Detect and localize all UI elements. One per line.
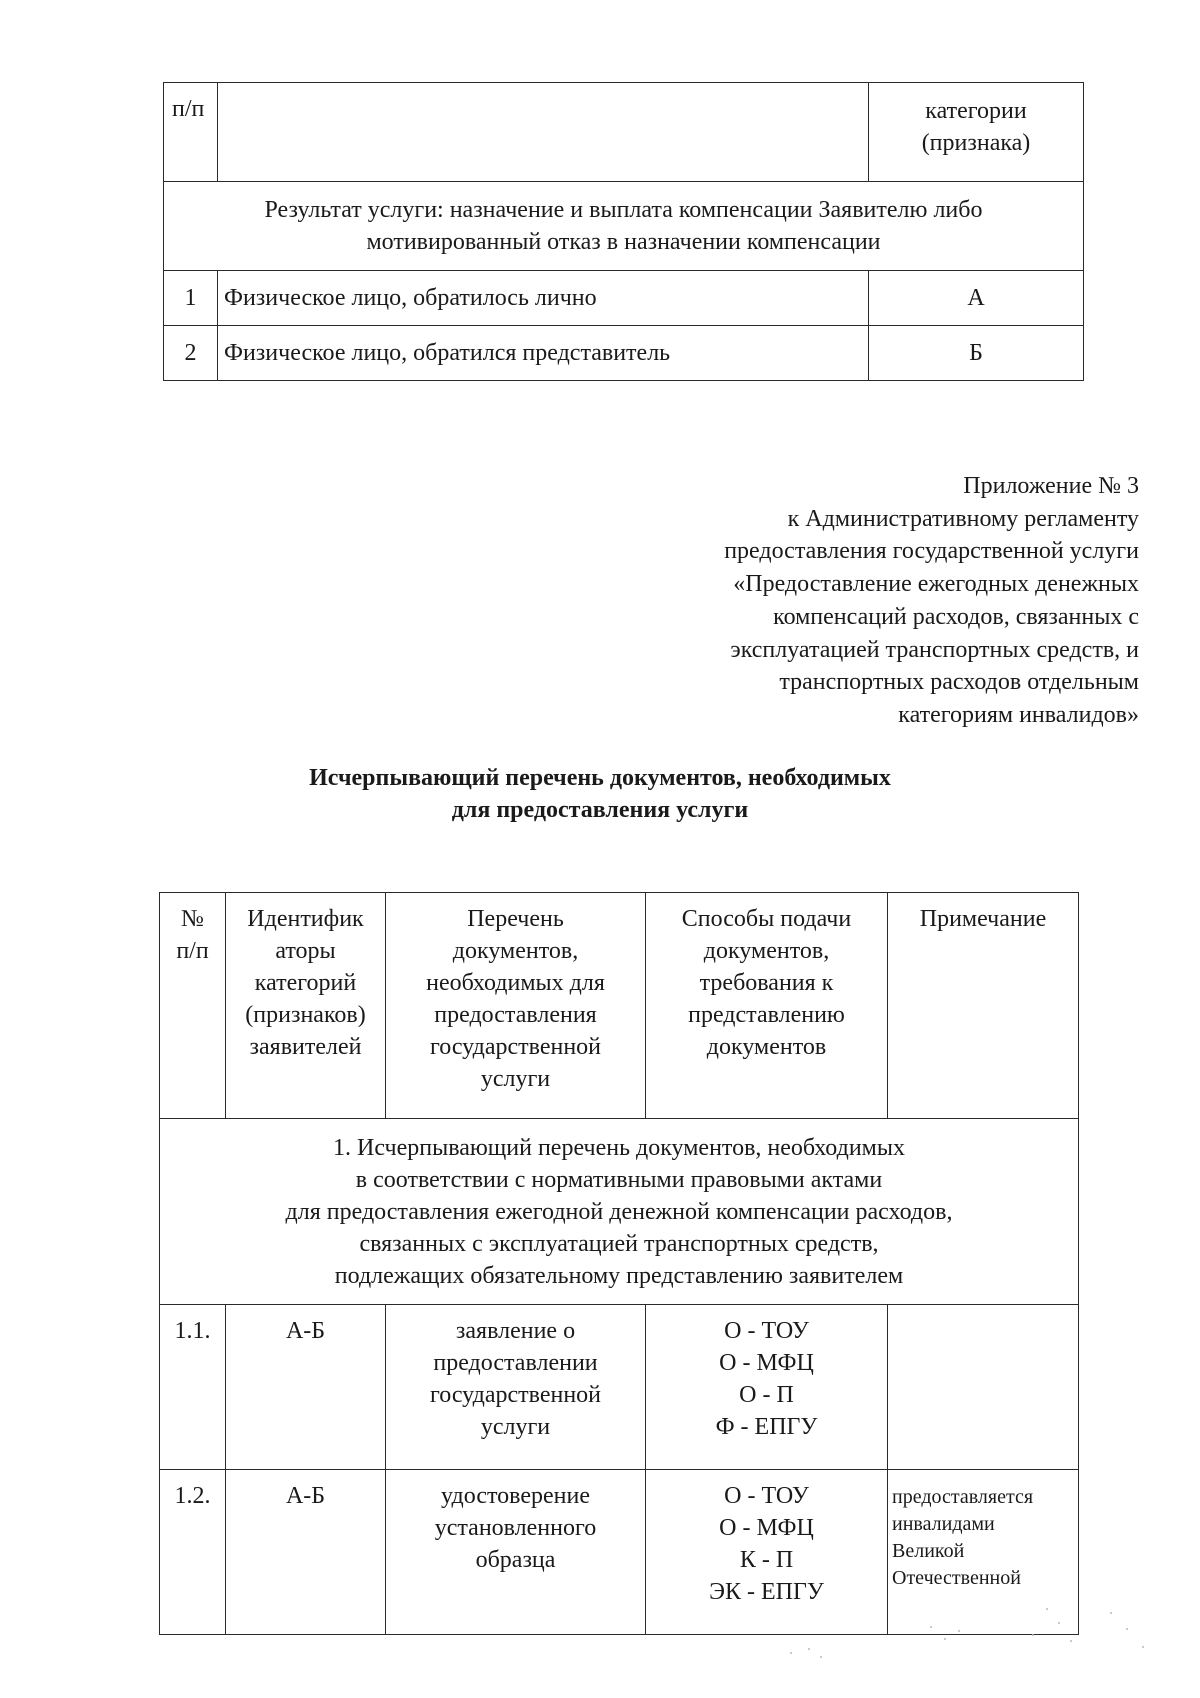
header-line: документов, xyxy=(452,938,579,964)
header-line: государственной xyxy=(429,1034,602,1060)
header-documents-cell xyxy=(386,893,646,1119)
table-row xyxy=(164,326,1084,381)
row-methods xyxy=(646,1305,888,1470)
document-line: услуги xyxy=(480,1414,551,1440)
category-table xyxy=(163,82,1084,381)
header-number-label: п/п xyxy=(172,96,205,122)
header-line: представлению xyxy=(688,1002,845,1028)
header-line: предоставления xyxy=(434,1002,597,1028)
section-line: для предоставления ежегодной денежной компенсации расходов, xyxy=(285,1198,953,1225)
note-line: Отечественной xyxy=(892,1567,1021,1589)
document-line: установленного xyxy=(434,1515,597,1541)
method-line: О - ТОУ xyxy=(724,1483,809,1509)
row-category: Б xyxy=(869,326,1084,381)
section-line: связанных с эксплуатацией транспортных средств, xyxy=(359,1230,879,1257)
header-category-cell xyxy=(869,83,1084,182)
header-line: документов xyxy=(706,1034,827,1060)
note-line: предоставляется xyxy=(892,1486,1034,1508)
table-row xyxy=(164,271,1084,326)
header-line: Перечень xyxy=(467,906,564,932)
appendix-line: компенсаций расходов, связанных с xyxy=(773,603,1139,630)
header-line: услуги xyxy=(480,1066,551,1092)
row-number: 1.2. xyxy=(160,1470,226,1635)
row-number: 1.1. xyxy=(160,1305,226,1470)
appendix-header xyxy=(724,470,1139,732)
row-note xyxy=(888,1305,1079,1470)
header-line: аторы xyxy=(275,938,336,964)
row-methods xyxy=(646,1470,888,1635)
title-line: Исчерпывающий перечень документов, необходимых xyxy=(309,765,891,791)
method-line: О - П xyxy=(739,1382,794,1408)
result-line: мотивированный отказ в назначении компенсации xyxy=(366,229,881,255)
appendix-line: категориям инвалидов» xyxy=(898,701,1139,728)
appendix-line: предоставления государственной услуги xyxy=(724,538,1139,565)
note-line: инвалидами xyxy=(892,1513,995,1535)
row-category: А xyxy=(869,271,1084,326)
table-row xyxy=(160,1305,1079,1470)
row-number: 2 xyxy=(164,326,218,381)
header-line: Идентифик xyxy=(247,906,364,932)
method-line: О - МФЦ xyxy=(719,1515,814,1541)
row-name: Физическое лицо, обратилось лично xyxy=(218,271,869,326)
header-category-line: категории xyxy=(925,98,1027,124)
header-empty-cell xyxy=(218,83,869,182)
header-line: категорий xyxy=(254,970,357,996)
appendix-line: транспортных расходов отдельным xyxy=(779,669,1139,696)
appendix-line: к Административному регламенту xyxy=(787,505,1139,532)
result-line: Результат услуги: назначение и выплата компенсации Заявителю либо xyxy=(264,197,983,223)
header-line: п/п xyxy=(176,938,209,964)
header-note-cell xyxy=(888,893,1079,1119)
note-line: Великой xyxy=(892,1540,965,1562)
document-line: предоставлении xyxy=(433,1350,598,1376)
header-identifiers-cell xyxy=(226,893,386,1119)
header-number-cell xyxy=(160,893,226,1119)
document-line: заявление о xyxy=(455,1318,576,1344)
document-line: государственной xyxy=(429,1382,602,1408)
method-line: ЭК - ЕПГУ xyxy=(709,1579,824,1605)
category-table-header xyxy=(164,83,1084,182)
row-number: 1 xyxy=(164,271,218,326)
result-cell xyxy=(164,182,1084,271)
method-line: Ф - ЕПГУ xyxy=(715,1414,818,1440)
section-line: 1. Исчерпывающий перечень документов, необходимых xyxy=(333,1134,905,1161)
documents-table-header xyxy=(160,893,1079,1119)
section-line: в соответствии с нормативными правовыми актами xyxy=(355,1166,883,1193)
header-line: Способы подачи xyxy=(681,906,852,932)
appendix-line: Приложение № 3 xyxy=(963,473,1139,499)
header-line: (признаков) xyxy=(245,1002,366,1028)
header-category-line: (признака) xyxy=(921,130,1031,156)
document-title xyxy=(0,762,1200,826)
appendix-line: эксплуатацией транспортных средств, и xyxy=(730,636,1139,663)
header-number-cell xyxy=(164,83,218,182)
appendix-line: «Предоставление ежегодных денежных xyxy=(733,571,1139,598)
method-line: О - ТОУ xyxy=(724,1318,809,1344)
section-line: подлежащих обязательному представлению заявителем xyxy=(334,1262,904,1289)
title-line: для предоставления услуги xyxy=(451,797,749,823)
document-line: образца xyxy=(475,1547,556,1573)
header-methods-cell xyxy=(646,893,888,1119)
row-note xyxy=(888,1470,1079,1635)
documents-table xyxy=(159,892,1079,1635)
row-identifiers: А-Б xyxy=(226,1305,386,1470)
row-document xyxy=(386,1305,646,1470)
header-line: требования к xyxy=(699,970,834,996)
header-line: необходимых для xyxy=(426,970,605,996)
result-row xyxy=(164,182,1084,271)
table-row xyxy=(160,1470,1079,1635)
header-line: заявителей xyxy=(249,1034,362,1060)
row-name: Физическое лицо, обратился представитель xyxy=(218,326,869,381)
method-line: О - МФЦ xyxy=(719,1350,814,1376)
document-line: удостоверение xyxy=(441,1483,590,1509)
row-identifiers: А-Б xyxy=(226,1470,386,1635)
header-line: № xyxy=(181,906,204,932)
header-line: Примечание xyxy=(919,906,1047,932)
method-line: К - П xyxy=(739,1547,794,1573)
header-line: документов, xyxy=(703,938,830,964)
section-row xyxy=(160,1119,1079,1305)
row-document xyxy=(386,1470,646,1635)
section-cell xyxy=(160,1119,1079,1305)
